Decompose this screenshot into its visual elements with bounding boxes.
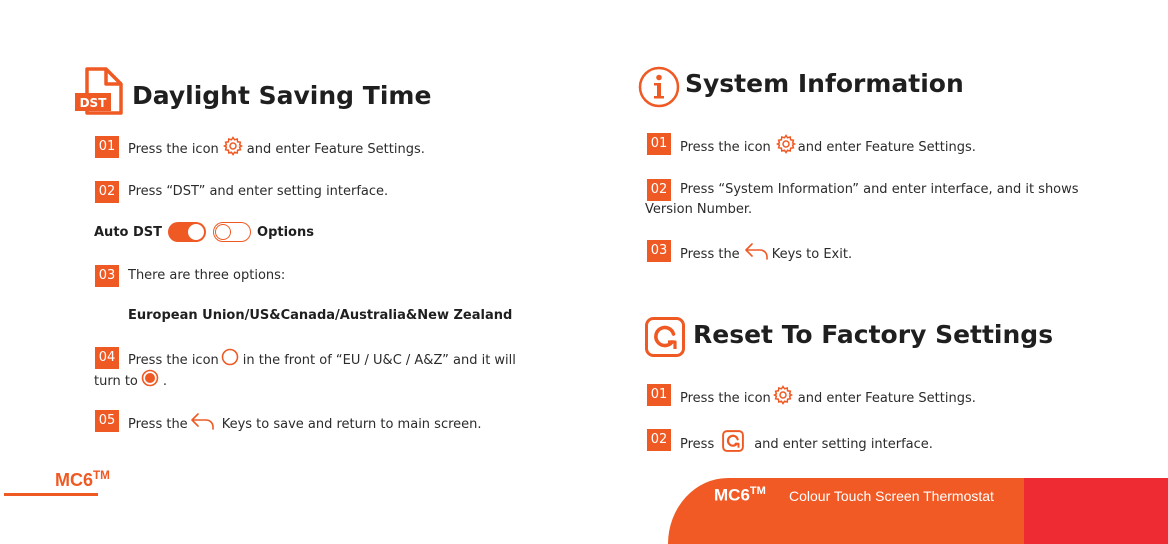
dst-step-4-line1 bbox=[128, 348, 516, 373]
footer-band-red bbox=[1024, 478, 1168, 544]
step-text: Press bbox=[680, 436, 715, 452]
reset-icon bbox=[645, 317, 685, 361]
dst-document-icon bbox=[75, 67, 123, 119]
step-text: Keys to Exit. bbox=[771, 246, 853, 262]
step-text: and enter Feature Settings. bbox=[797, 139, 976, 155]
region-options: European Union/US&Canada/Australia&New Zealand bbox=[128, 308, 513, 323]
step-text: Press the bbox=[128, 416, 188, 432]
step-text: Press the icon bbox=[128, 352, 219, 368]
footer-left-brand bbox=[55, 469, 110, 491]
step-number: 02 bbox=[647, 429, 671, 451]
sysinfo-step-2-line2: Version Number. bbox=[645, 202, 753, 217]
auto-dst-label: Auto DST bbox=[94, 224, 163, 240]
footer-right-brand bbox=[714, 485, 766, 506]
dst-step-1 bbox=[128, 136, 425, 163]
step-number: 03 bbox=[95, 265, 119, 287]
trademark: TM bbox=[749, 485, 766, 497]
step-text: . bbox=[162, 373, 168, 389]
step-number: 03 bbox=[647, 240, 671, 262]
circle-filled-icon bbox=[141, 369, 159, 394]
step-text: Keys to save and return to main screen. bbox=[221, 416, 482, 432]
back-arrow-icon bbox=[190, 411, 216, 438]
step-number: 02 bbox=[647, 179, 671, 201]
sysinfo-step-1 bbox=[680, 134, 976, 161]
step-number: 01 bbox=[647, 133, 671, 155]
auto-dst-options-row bbox=[94, 222, 314, 242]
step-number: 01 bbox=[647, 384, 671, 406]
step-text: Press the icon bbox=[128, 141, 219, 157]
footer-left-rule bbox=[4, 493, 98, 496]
gear-icon bbox=[776, 134, 796, 161]
gear-icon bbox=[223, 136, 243, 163]
brand-text: MC6 bbox=[714, 485, 750, 505]
dst-step-2: Press “DST” and enter setting interface. bbox=[128, 184, 389, 199]
circle-empty-icon bbox=[221, 348, 239, 373]
footer-subtitle: Colour Touch Screen Thermostat bbox=[789, 488, 994, 504]
step-text: Press the bbox=[680, 246, 740, 262]
sysinfo-step-3 bbox=[680, 241, 852, 268]
sysinfo-title: System Information bbox=[685, 69, 964, 98]
step-text: and enter setting interface. bbox=[754, 436, 933, 452]
step-number: 05 bbox=[95, 410, 119, 432]
step-text: Press the icon bbox=[680, 390, 771, 406]
reset-icon bbox=[722, 430, 744, 459]
dst-title: Daylight Saving Time bbox=[132, 81, 432, 110]
svg-text:DST: DST bbox=[79, 96, 107, 110]
step-number: 01 bbox=[95, 136, 119, 158]
dst-step-5 bbox=[128, 411, 482, 438]
gear-icon bbox=[773, 385, 793, 412]
sysinfo-step-2-line1: Press “System Information” and enter interface, and it shows bbox=[680, 182, 1079, 197]
toggle-on-icon bbox=[168, 222, 206, 242]
options-label: Options bbox=[257, 224, 314, 240]
step-text: and enter Feature Settings. bbox=[797, 390, 976, 406]
step-number: 04 bbox=[95, 347, 119, 369]
step-text: turn to bbox=[94, 373, 138, 389]
brand-text: MC6 bbox=[55, 470, 94, 490]
reset-step-1 bbox=[680, 385, 976, 412]
step-text: and enter Feature Settings. bbox=[246, 141, 425, 157]
step-text: in the front of “EU / U&C / A&Z” and it will bbox=[242, 352, 516, 368]
step-text: Press the icon bbox=[680, 139, 771, 155]
step-number: 02 bbox=[95, 181, 119, 203]
back-arrow-icon bbox=[744, 241, 770, 268]
dst-step-4-line2 bbox=[94, 369, 167, 394]
toggle-off-icon bbox=[213, 222, 251, 242]
dst-step-3: There are three options: bbox=[128, 268, 286, 283]
info-icon bbox=[638, 66, 680, 112]
trademark: TM bbox=[93, 469, 110, 482]
reset-title: Reset To Factory Settings bbox=[693, 320, 1054, 349]
reset-step-2 bbox=[680, 430, 933, 459]
